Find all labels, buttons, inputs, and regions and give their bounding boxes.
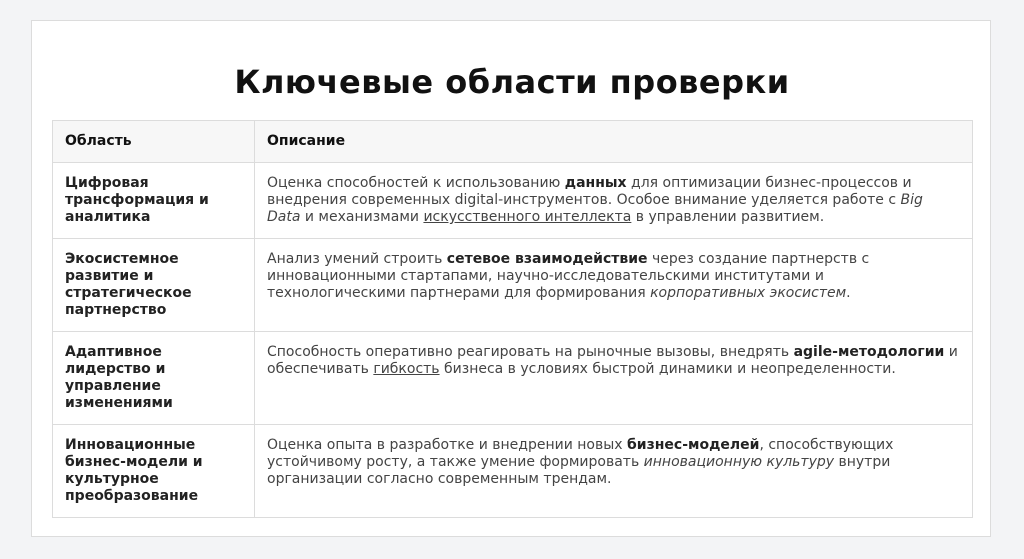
row-description: [255, 163, 973, 239]
review-areas-table: [52, 120, 973, 518]
row-area: Адаптивное лидерство и управление изменениями: [53, 332, 255, 425]
description-text: Оценка способностей к использованию: [267, 175, 565, 191]
description-text: внутри организации согласно современным трендам.: [267, 454, 891, 487]
description-underline: гибкость: [373, 361, 440, 377]
row-area: Экосистемное развитие и стратегическое партнерство: [53, 239, 255, 332]
table-header-row: [53, 121, 973, 163]
row-area: Инновационные бизнес-модели и культурное преобразование: [53, 425, 255, 518]
page-title: Ключевые области проверки: [234, 63, 790, 101]
description-bold: сетевое взаимодействие: [446, 251, 648, 267]
header-description: Описание: [255, 121, 973, 163]
description-italic: Big Data: [267, 192, 923, 225]
table-row: [53, 163, 973, 239]
row-description: [255, 425, 973, 518]
row-area: Цифровая трансформация и аналитика: [53, 163, 255, 239]
description-text: для оптимизации бизнес-процессов и внедрения современных digital-инструментов. Особое внимание уделяется работе с: [267, 175, 912, 208]
table-row: [53, 239, 973, 332]
table-row: [53, 425, 973, 518]
description-text: и механизмами: [300, 209, 424, 225]
description-text: .: [846, 285, 851, 301]
description-text: в управлении развитием.: [631, 209, 825, 225]
description-underline: искусственного интеллекта: [423, 209, 632, 225]
description-bold: данных: [564, 175, 627, 191]
header-area: Область: [53, 121, 255, 163]
table-row: [53, 332, 973, 425]
description-text: , способствующих устойчивому росту, а также умение формировать: [267, 437, 894, 470]
description-italic: корпоративных экосистем: [650, 285, 847, 301]
row-description: [255, 332, 973, 425]
row-description: [255, 239, 973, 332]
description-bold: agile-методологии: [793, 344, 945, 360]
description-text: Оценка опыта в разработке и внедрении новых: [267, 437, 628, 453]
description-text: Анализ умений строить: [267, 251, 447, 267]
description-text: Способность оперативно реагировать на рыночные вызовы, внедрять: [267, 344, 794, 360]
description-bold: бизнес-моделей: [627, 437, 760, 453]
description-text: через создание партнерств с инновационными стартапами, научно-исследовательскими институтами и технологическими партнерами для формирования: [267, 251, 870, 301]
description-text: и обеспечивать: [267, 344, 958, 377]
description-text: бизнеса в условиях быстрой динамики и неопределенности.: [439, 361, 896, 377]
description-italic: инновационную культуру: [643, 454, 835, 470]
